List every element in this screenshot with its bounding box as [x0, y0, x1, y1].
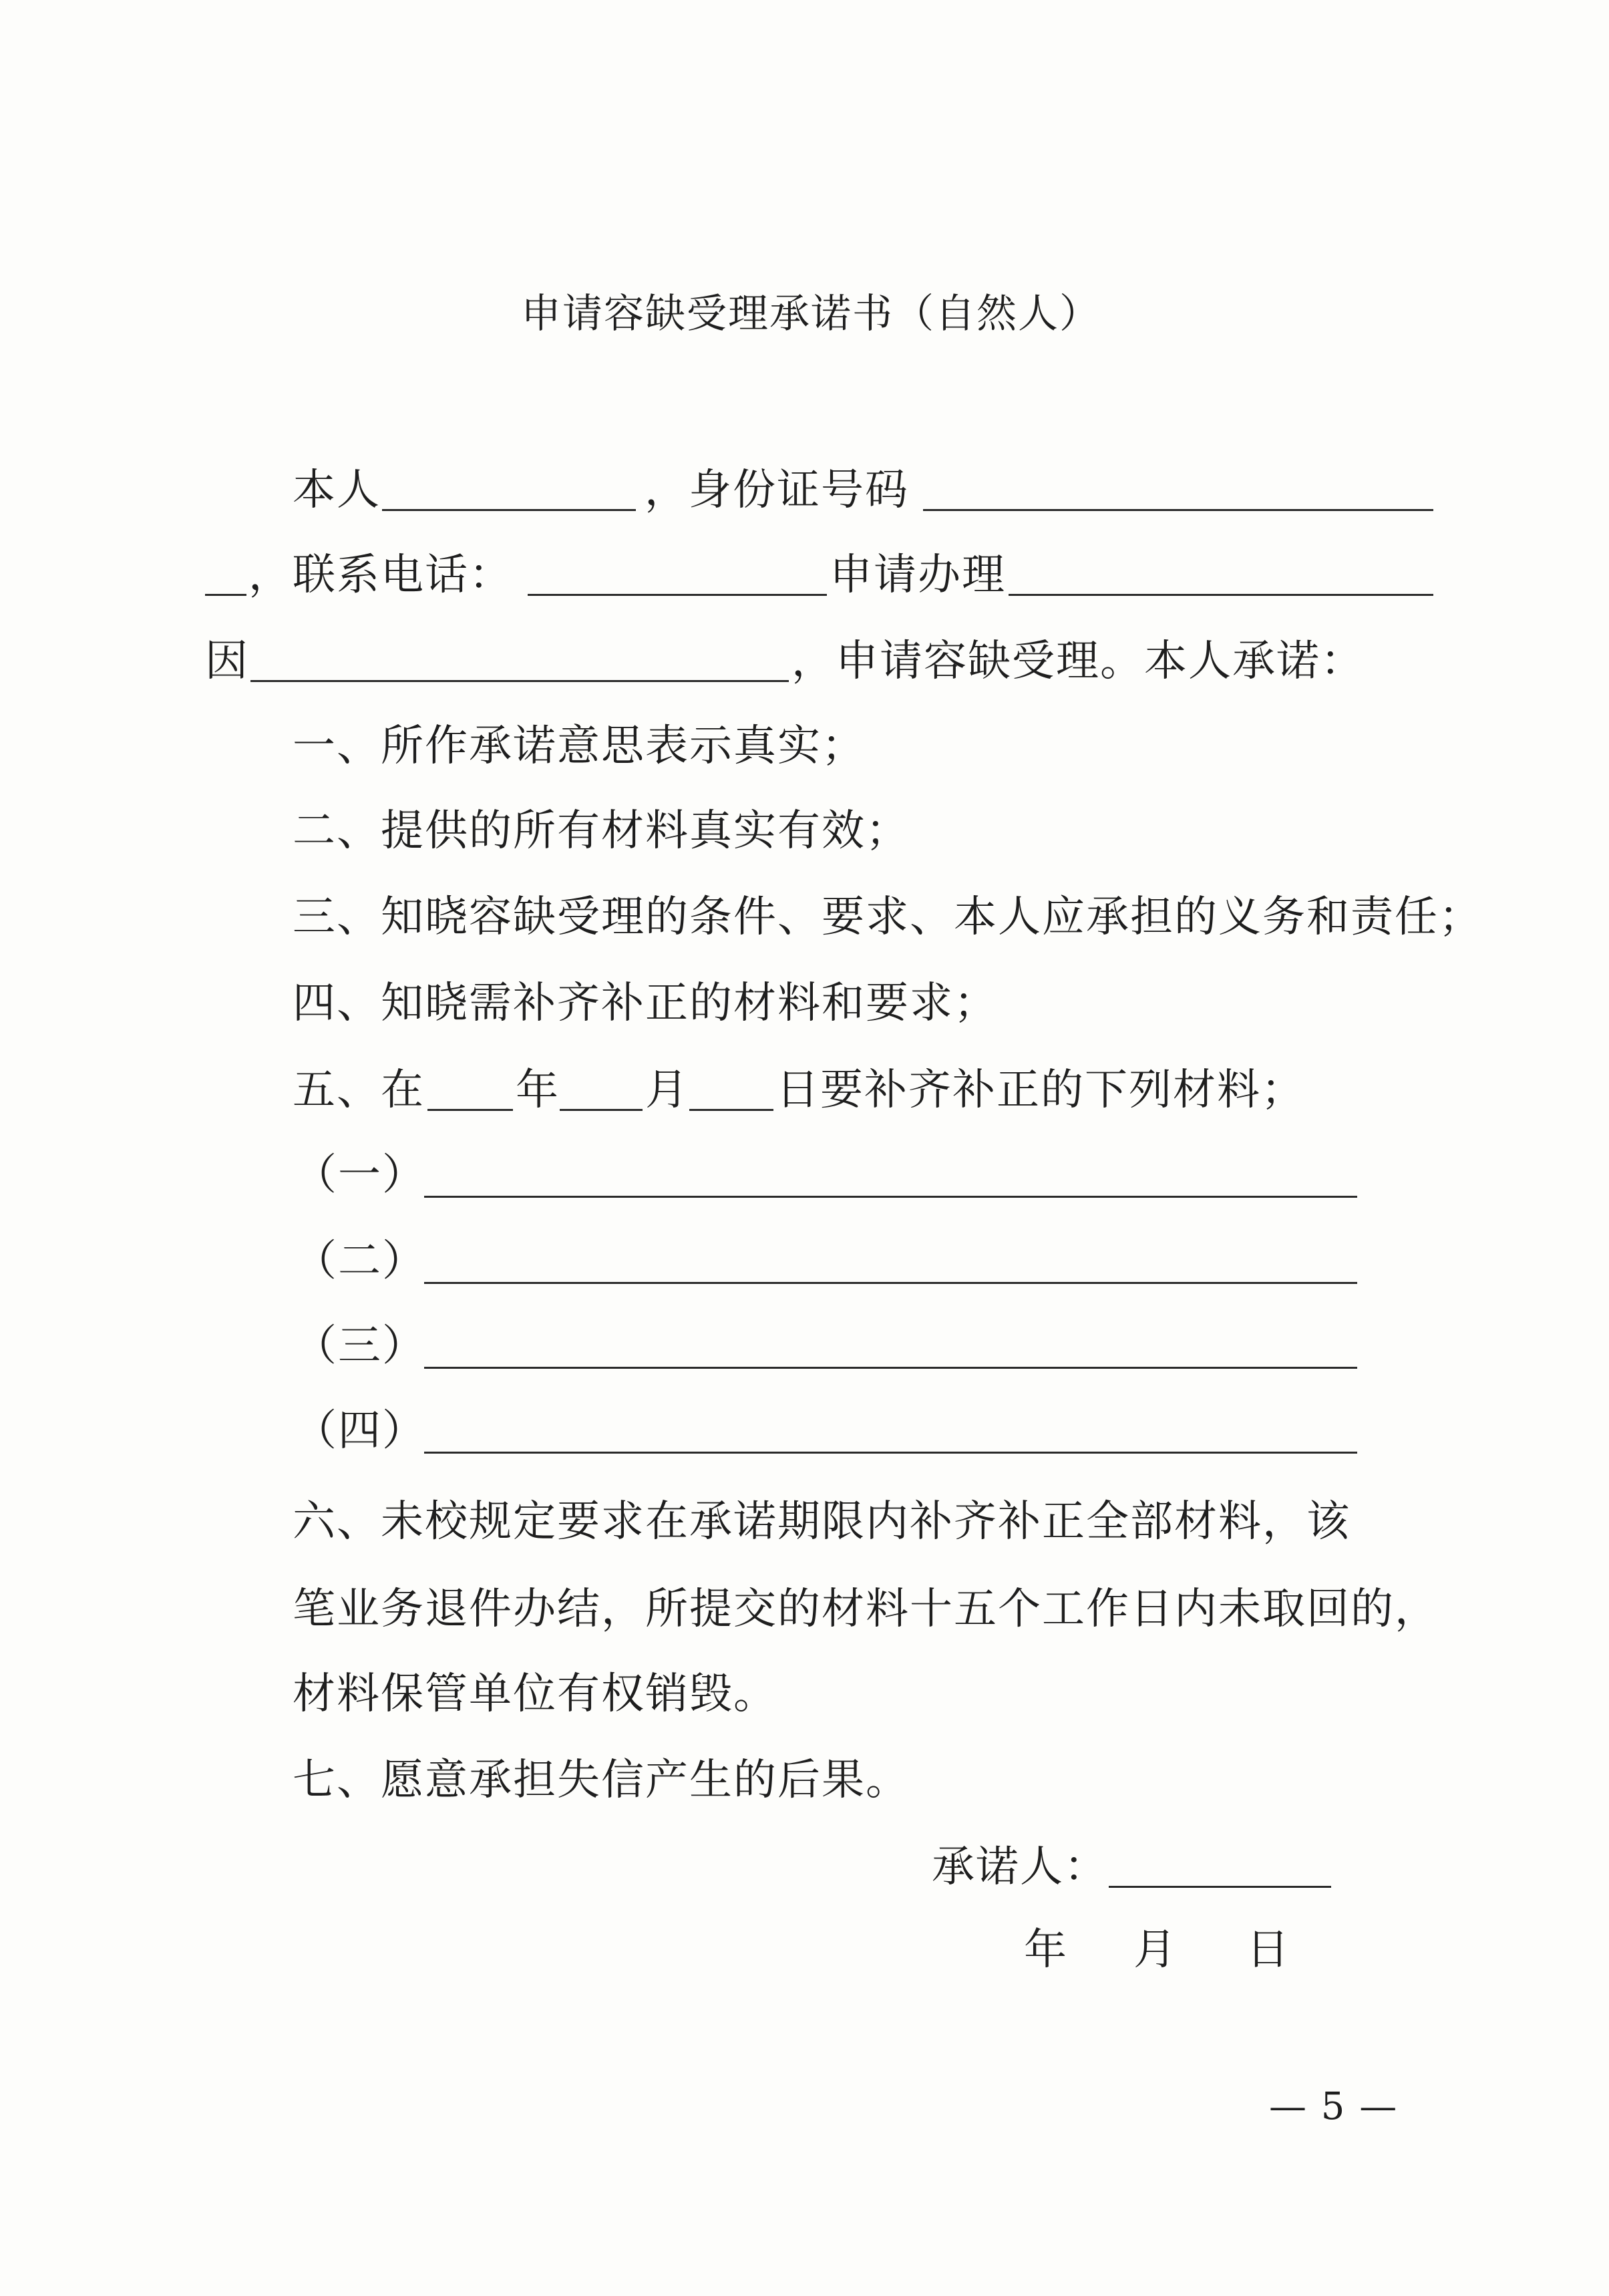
intro-text: 因 — [205, 637, 249, 686]
item-2: 二、提供的所有材料真实有效； — [293, 806, 910, 856]
name-blank[interactable] — [382, 509, 636, 511]
sub-item-label: （二） — [294, 1237, 426, 1286]
day-blank[interactable] — [689, 1109, 773, 1111]
intro-text: ，联系电话： — [248, 550, 513, 600]
id-number-blank[interactable] — [923, 509, 1433, 511]
year-blank[interactable] — [427, 1109, 513, 1111]
item-7: 七、愿意承担失信产生的后果。 — [293, 1756, 910, 1805]
item-5-text: 五、在 — [293, 1065, 425, 1115]
signature-label: 承诺人： — [932, 1842, 1108, 1892]
intro-text: 申请办理 — [830, 550, 1006, 600]
id-number-blank-cont[interactable] — [205, 594, 246, 596]
material-blank-1[interactable] — [424, 1196, 1357, 1198]
sub-item-label: （一） — [294, 1150, 426, 1200]
material-blank-3[interactable] — [424, 1367, 1357, 1369]
signature-year: 年 — [1024, 1925, 1068, 1975]
item-5-text: 年 — [516, 1065, 560, 1115]
intro-text: 本人 — [293, 466, 381, 515]
signature-blank[interactable] — [1109, 1886, 1331, 1888]
item-1: 一、所作承诺意思表示真实； — [293, 721, 866, 771]
signature-day: 日 — [1246, 1925, 1290, 1975]
sub-item-label: （三） — [294, 1321, 426, 1371]
reason-blank[interactable] — [250, 680, 789, 682]
material-blank-4[interactable] — [424, 1452, 1357, 1454]
material-blank-2[interactable] — [424, 1282, 1357, 1284]
month-blank[interactable] — [560, 1109, 643, 1111]
item-5-text: 日要补齐补正的下列材料； — [776, 1065, 1305, 1115]
item-4: 四、知晓需补齐补正的材料和要求； — [293, 979, 998, 1028]
item-3: 三、知晓容缺受理的条件、要求、本人应承担的义务和责任； — [293, 892, 1483, 942]
item-6-line-1: 六、未校规定要求在承诺期限内补齐补正全部材料，该 — [293, 1497, 1351, 1546]
signature-month: 月 — [1133, 1925, 1178, 1975]
document-title: 申请容缺受理承诺书（自然人） — [521, 291, 1101, 337]
page-number: — 5 — — [1269, 2085, 1399, 2128]
sub-item-label: （四） — [294, 1406, 426, 1456]
intro-text: ，身份证号码 — [645, 466, 909, 515]
item-5-text: 月 — [645, 1065, 689, 1115]
item-6-line-3: 材料保管单位有权销毁。 — [293, 1669, 777, 1719]
business-blank[interactable] — [1009, 594, 1433, 596]
intro-text: ，申请容缺受理。本人承诺： — [791, 637, 1365, 686]
item-6-line-2: 笔业务退件办结，所提交的材料十五个工作日内未取回的， — [293, 1585, 1439, 1634]
phone-blank[interactable] — [528, 594, 827, 596]
